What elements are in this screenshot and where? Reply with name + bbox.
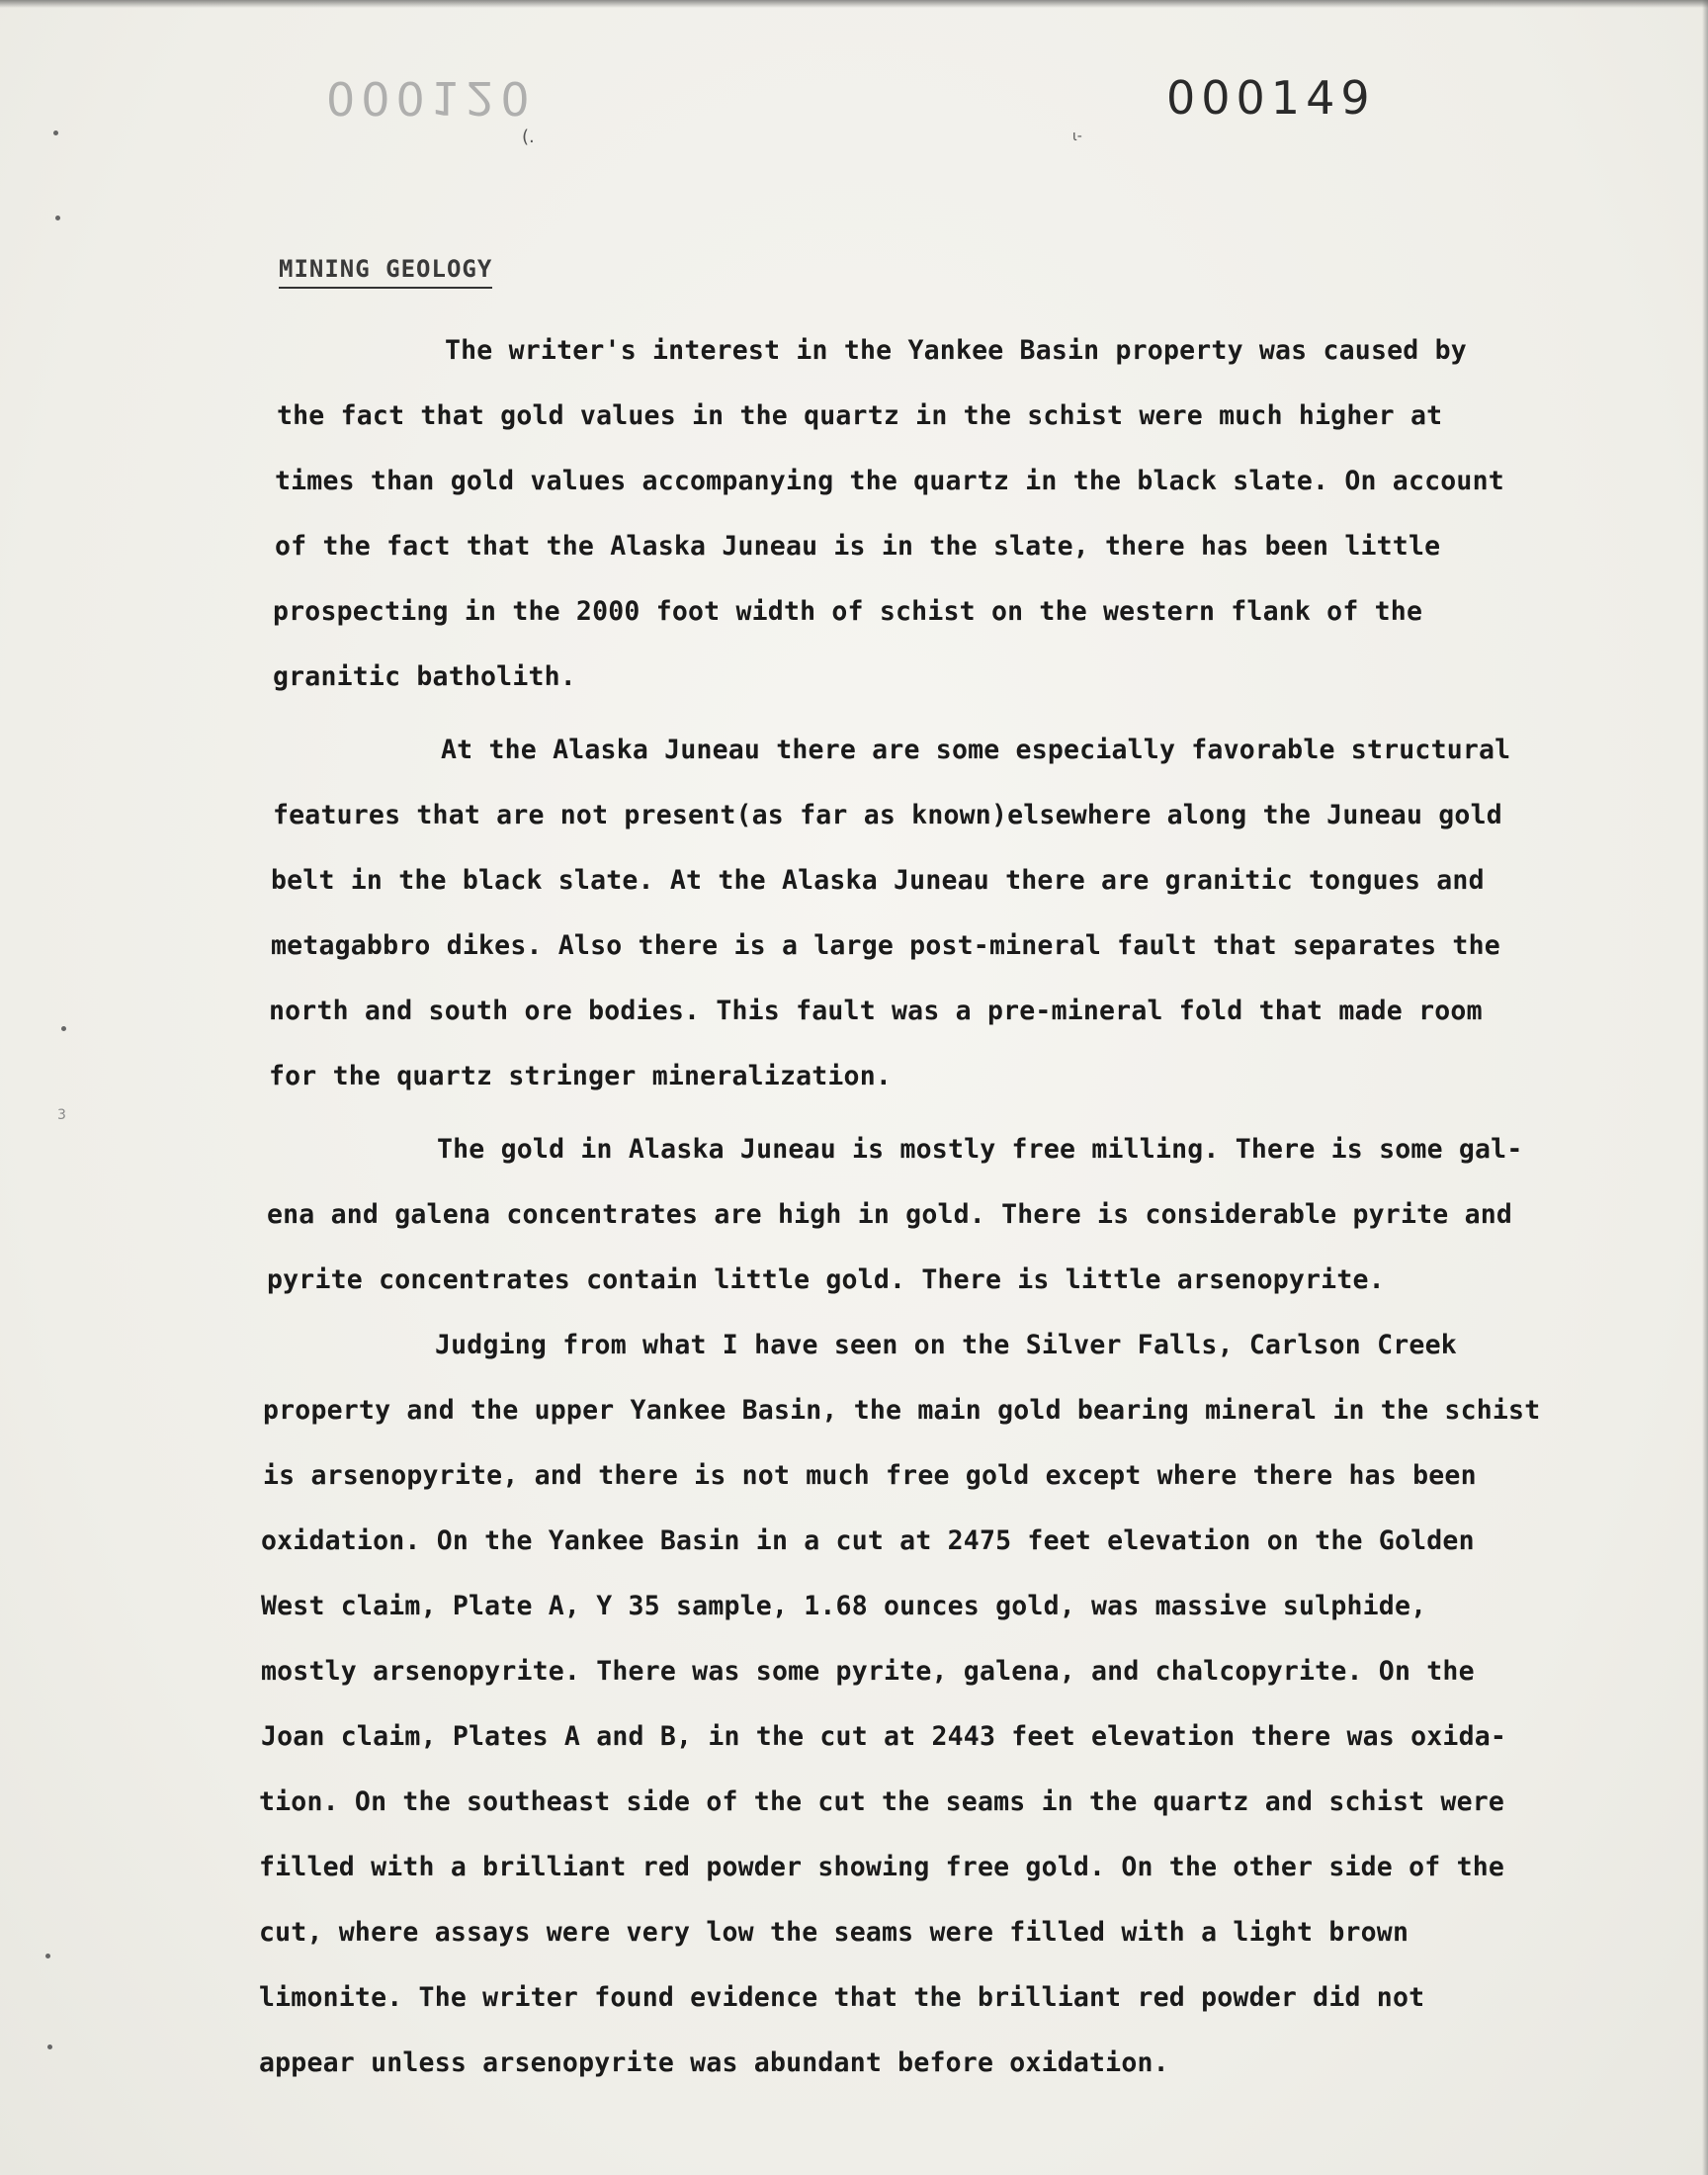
stray-mark: (. (522, 127, 535, 147)
scan-speck (47, 2044, 52, 2049)
section-heading: MINING GEOLOGY (279, 255, 492, 289)
paragraph-3 (259, 1117, 1633, 1313)
text-line: pyrite concentrates contain little gold. There is little arsenopyrite. (267, 1264, 1385, 1295)
text-line: metagabbro dikes. Also there is a large post-mineral fault that separates the (271, 930, 1500, 961)
body-text (259, 318, 1633, 2096)
scan-right-edge (1702, 0, 1708, 2175)
text-line: cut, where assays were very low the seams were filled with a light brown (259, 1917, 1409, 1948)
text-line: features that are not present(as far as known)elsewhere along the Juneau gold (273, 800, 1502, 830)
text-line: for the quartz stringer mineralization. (269, 1061, 893, 1091)
text-line: filled with a brilliant red powder showing free gold. On the other side of the (259, 1852, 1505, 1882)
text-line: The writer's interest in the Yankee Basin property was caused by (445, 335, 1467, 366)
text-line: The gold in Alaska Juneau is mostly free milling. There is some gal- (437, 1134, 1523, 1165)
margin-mark: 3 (57, 1107, 66, 1123)
text-line: north and south ore bodies. This fault was a pre-mineral fold that made room (269, 996, 1483, 1026)
paragraph-4 (259, 1313, 1633, 2096)
text-line: the fact that gold values in the quartz in the schist were much higher at (277, 400, 1443, 431)
text-line: granitic batholith. (273, 661, 576, 692)
text-line: limonite. The writer found evidence that the brilliant red powder did not (259, 1982, 1425, 2013)
paragraph-2 (259, 718, 1633, 1109)
text-line: prospecting in the 2000 foot width of schist on the western flank of the (273, 596, 1423, 627)
bleed-through-page-number: 000120 (326, 71, 536, 125)
scan-top-edge (0, 0, 1708, 8)
page-number-stamp: 000149 (1166, 71, 1376, 125)
text-line: appear unless arsenopyrite was abundant before oxidation. (259, 2047, 1169, 2078)
stray-mark: ι- (1072, 129, 1082, 144)
text-line: of the fact that the Alaska Juneau is in the slate, there has been little (275, 531, 1441, 562)
text-line: At the Alaska Juneau there are some especially favorable structural (441, 735, 1511, 765)
scan-speck (45, 1954, 50, 1958)
text-line: tion. On the southeast side of the cut the seams in the quartz and schist were (259, 1786, 1505, 1817)
scan-speck (53, 130, 58, 135)
text-line: belt in the black slate. At the Alaska Juneau there are granitic tongues and (271, 865, 1485, 896)
text-line: West claim, Plate A, Y 35 sample, 1.68 ounces gold, was massive sulphide, (261, 1591, 1427, 1621)
text-line: ena and galena concentrates are high in gold. There is considerable pyrite and (267, 1199, 1513, 1230)
text-line: Joan claim, Plates A and B, in the cut at 2443 feet elevation there was oxida- (261, 1721, 1507, 1752)
text-line: times than gold values accompanying the quartz in the black slate. On account (275, 466, 1504, 496)
scan-speck (55, 216, 60, 220)
text-line: oxidation. On the Yankee Basin in a cut at 2475 feet elevation on the Golden (261, 1525, 1475, 1556)
text-line: property and the upper Yankee Basin, the main gold bearing mineral in the schist (263, 1395, 1541, 1426)
scan-speck (61, 1026, 66, 1031)
paragraph-1 (259, 318, 1633, 710)
text-line: Judging from what I have seen on the Silver Falls, Carlson Creek (435, 1330, 1457, 1360)
text-line: mostly arsenopyrite. There was some pyrite, galena, and chalcopyrite. On the (261, 1656, 1475, 1687)
text-line: is arsenopyrite, and there is not much free gold except where there has been (263, 1460, 1477, 1491)
